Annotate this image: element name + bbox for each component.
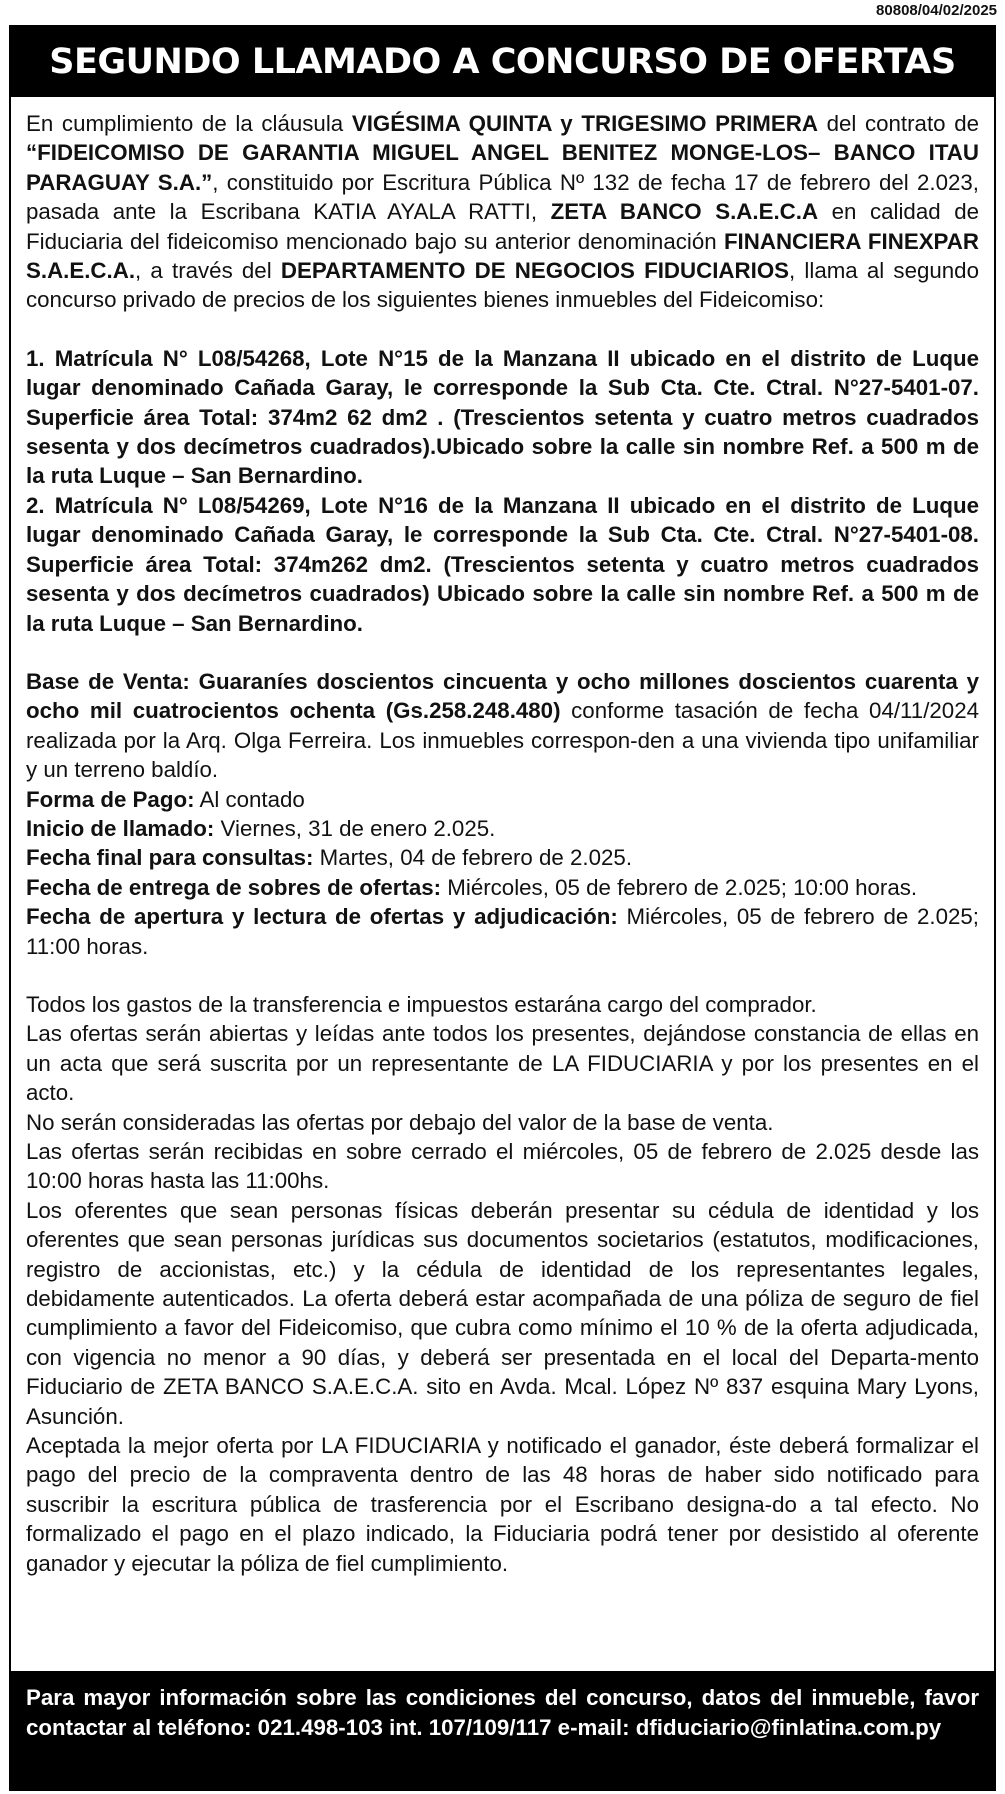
term-paragraph: Todos los gastos de la transferencia e impuestos estarána cargo del comprador. [26, 991, 817, 1017]
detail-consult-deadline [26, 843, 979, 872]
intro-text-5: , a través del [135, 258, 281, 284]
intro-text-4: en calidad de Fiduciaria del fideicomiso mencionado bajo su anterior denominación [26, 199, 979, 254]
term-paragraph: Las ofertas serán recibidas en sobre cerrado el miércoles, 05 de febrero de 2.025 desde las 10:00 horas hasta las 11:00hs. [26, 1139, 979, 1194]
term-paragraph: Los oferentes que sean personas físicas deberán presentar su cédula de identidad y los oferentes que sean personas jurídicas sus documentos societarios (estatutos, modificaciones, registro de accionistas, etc.) y la cédula de identidad de los representantes legales, debidamente autenticados. La oferta deberá estar acompañada de una póliza de seguro de fiel cumplimiento a favor del Fideicomiso, que cubra como mínimo el 10 % de la oferta adjudicada, con vigencia no menor a 90 días, y deberá ser presentada en el local del Departa-mento Fiduciario de ZETA BANCO S.A.E.C.A. sito en Avda. Mcal. López Nº 837 esquina Mary Lyons, Asunción. [26, 1197, 979, 1429]
detail-opening [26, 902, 979, 961]
property-item-2 [26, 491, 979, 638]
term-paragraph: No serán consideradas las ofertas por debajo del valor de la base de venta. [26, 1109, 774, 1135]
detail-label: Fecha de entrega de sobres de ofertas: [26, 874, 442, 900]
property-item-1 [26, 344, 979, 491]
former-name: FINANCIERA FINEXPAR S.A.E.C.A. [26, 228, 979, 284]
detail-payment [26, 785, 979, 814]
base-price-text: conforme tasación de fecha 04/11/2024 realizada por la Arq. Olga Ferreira. Los inmuebles correspon-den a una vivienda tipo unifamiliar y un terreno baldío. [26, 698, 979, 783]
detail-delivery [26, 873, 979, 902]
spacer [26, 315, 979, 344]
detail-value: Miércoles, 05 de febrero de 2.025; 10:00 horas. [441, 874, 918, 900]
base-price-paragraph [26, 667, 979, 785]
term-paragraph: Las ofertas serán abiertas y leídas ante todos los presentes, dejándose constancia de ellas en un acta que será suscrita por un representante de LA FIDUCIARIA y por los presentes en el acto. [26, 1021, 979, 1106]
detail-label: Inicio de llamado: [26, 815, 215, 841]
notice-body [11, 97, 994, 1578]
spacer [26, 638, 979, 667]
department-name: DEPARTAMENTO DE NEGOCIOS FIDUCIARIOS [280, 258, 790, 284]
intro-text-6: , llama al segundo concurso privado de precios de los siguientes bienes inmuebles del Fideicomiso: [26, 258, 979, 313]
contact-footer: Para mayor información sobre las condiciones del concurso, datos del inmueble, favor contactar al teléfono: 021.498-103 int. 107/109/117 e-mail: dfiduciario@finlatina.com.py [11, 1671, 994, 1789]
detail-value: Martes, 04 de febrero de 2.025. [313, 845, 633, 871]
intro-paragraph [26, 109, 979, 315]
term-paragraph: Aceptada la mejor oferta por LA FIDUCIARIA y notificado el ganador, éste deberá formalizar el pago del precio de la compraventa dentro de las 48 horas de haber sido notificado para suscribir la escritura pública de trasferencia por el Escribano designa-do a tal efecto. No formalizado el pago en el plazo indicado, la Fiduciaria podrá tener por desistido al oferente ganador y ejecutar la póliza de fiel cumplimiento. [26, 1433, 979, 1576]
reference-code: 80808/04/02/2025 [876, 2, 997, 19]
trust-name: “FIDEICOMISO DE GARANTIA MIGUEL ANGEL BENITEZ MONGE-LOS– BANCO ITAU PARAGUAY S.A.” [26, 140, 979, 195]
property-item-1-text: 1. Matrícula N° L08/54268, Lote N°15 de la Manzana II ubicado en el distrito de Luque lugar denominado Cañada Garay, le corresponde la Sub Cta. Cte. Ctral. N°27-5401-07. Superficie área Total: 374m2 62 dm2 . (Trescientos setenta y cuatro metros cuadrados sesenta y dos decímetros cuadrados).Ubicado sobre la calle sin nombre Ref. a 500 m de la ruta Luque – San Bernardino. [26, 345, 979, 489]
notice-frame [9, 25, 996, 1791]
intro-text-2: del contrato de [817, 111, 979, 136]
detail-value: Viernes, 31 de enero 2.025. [214, 815, 496, 841]
detail-label: Fecha de apertura y lectura de ofertas y adjudicación: [26, 904, 618, 930]
detail-label: Forma de Pago: [26, 786, 195, 812]
detail-label: Fecha final para consultas: [26, 845, 314, 871]
intro-clauses: VIGÉSIMA QUINTA y TRIGESIMO PRIMERA [351, 111, 818, 136]
bank-name: ZETA BANCO S.A.E.C.A [550, 199, 819, 225]
spacer [26, 961, 979, 990]
property-item-2-text: 2. Matrícula N° L08/54269, Lote N°16 de la Manzana II ubicado en el distrito de Luque lugar denominado Cañada Garay, le corresponde la Sub Cta. Cte. Ctral. N°27-5401-08. Superficie área Total: 374m262 dm2. (Trescientos setenta y cuatro metros cuadrados sesenta y dos decímetros cuadrados) Ubicado sobre la calle sin nombre Ref. a 500 m de la ruta Luque – San Bernardino. [26, 492, 979, 636]
detail-value: Al contado [194, 786, 305, 812]
page-title: SEGUNDO LLAMADO A CONCURSO DE OFERTAS [49, 42, 956, 82]
title-bar [11, 27, 994, 97]
detail-start [26, 814, 979, 843]
base-price-label: Base de Venta: Guaraníes doscientos cincuenta y ocho millones doscientos cuarenta y ocho mil cuatrocientos ochenta (Gs.258.248.480) [26, 668, 979, 724]
intro-text-3: , constituido por Escritura Pública Nº 132 de fecha 17 de febrero del 2.023, pasada ante la Escribana KATIA AYALA RATTI, [26, 169, 979, 225]
intro-text-1: En cumplimiento de la cláusula [26, 111, 352, 136]
detail-value: Miércoles, 05 de febrero de 2.025; 11:00 horas. [26, 904, 979, 959]
